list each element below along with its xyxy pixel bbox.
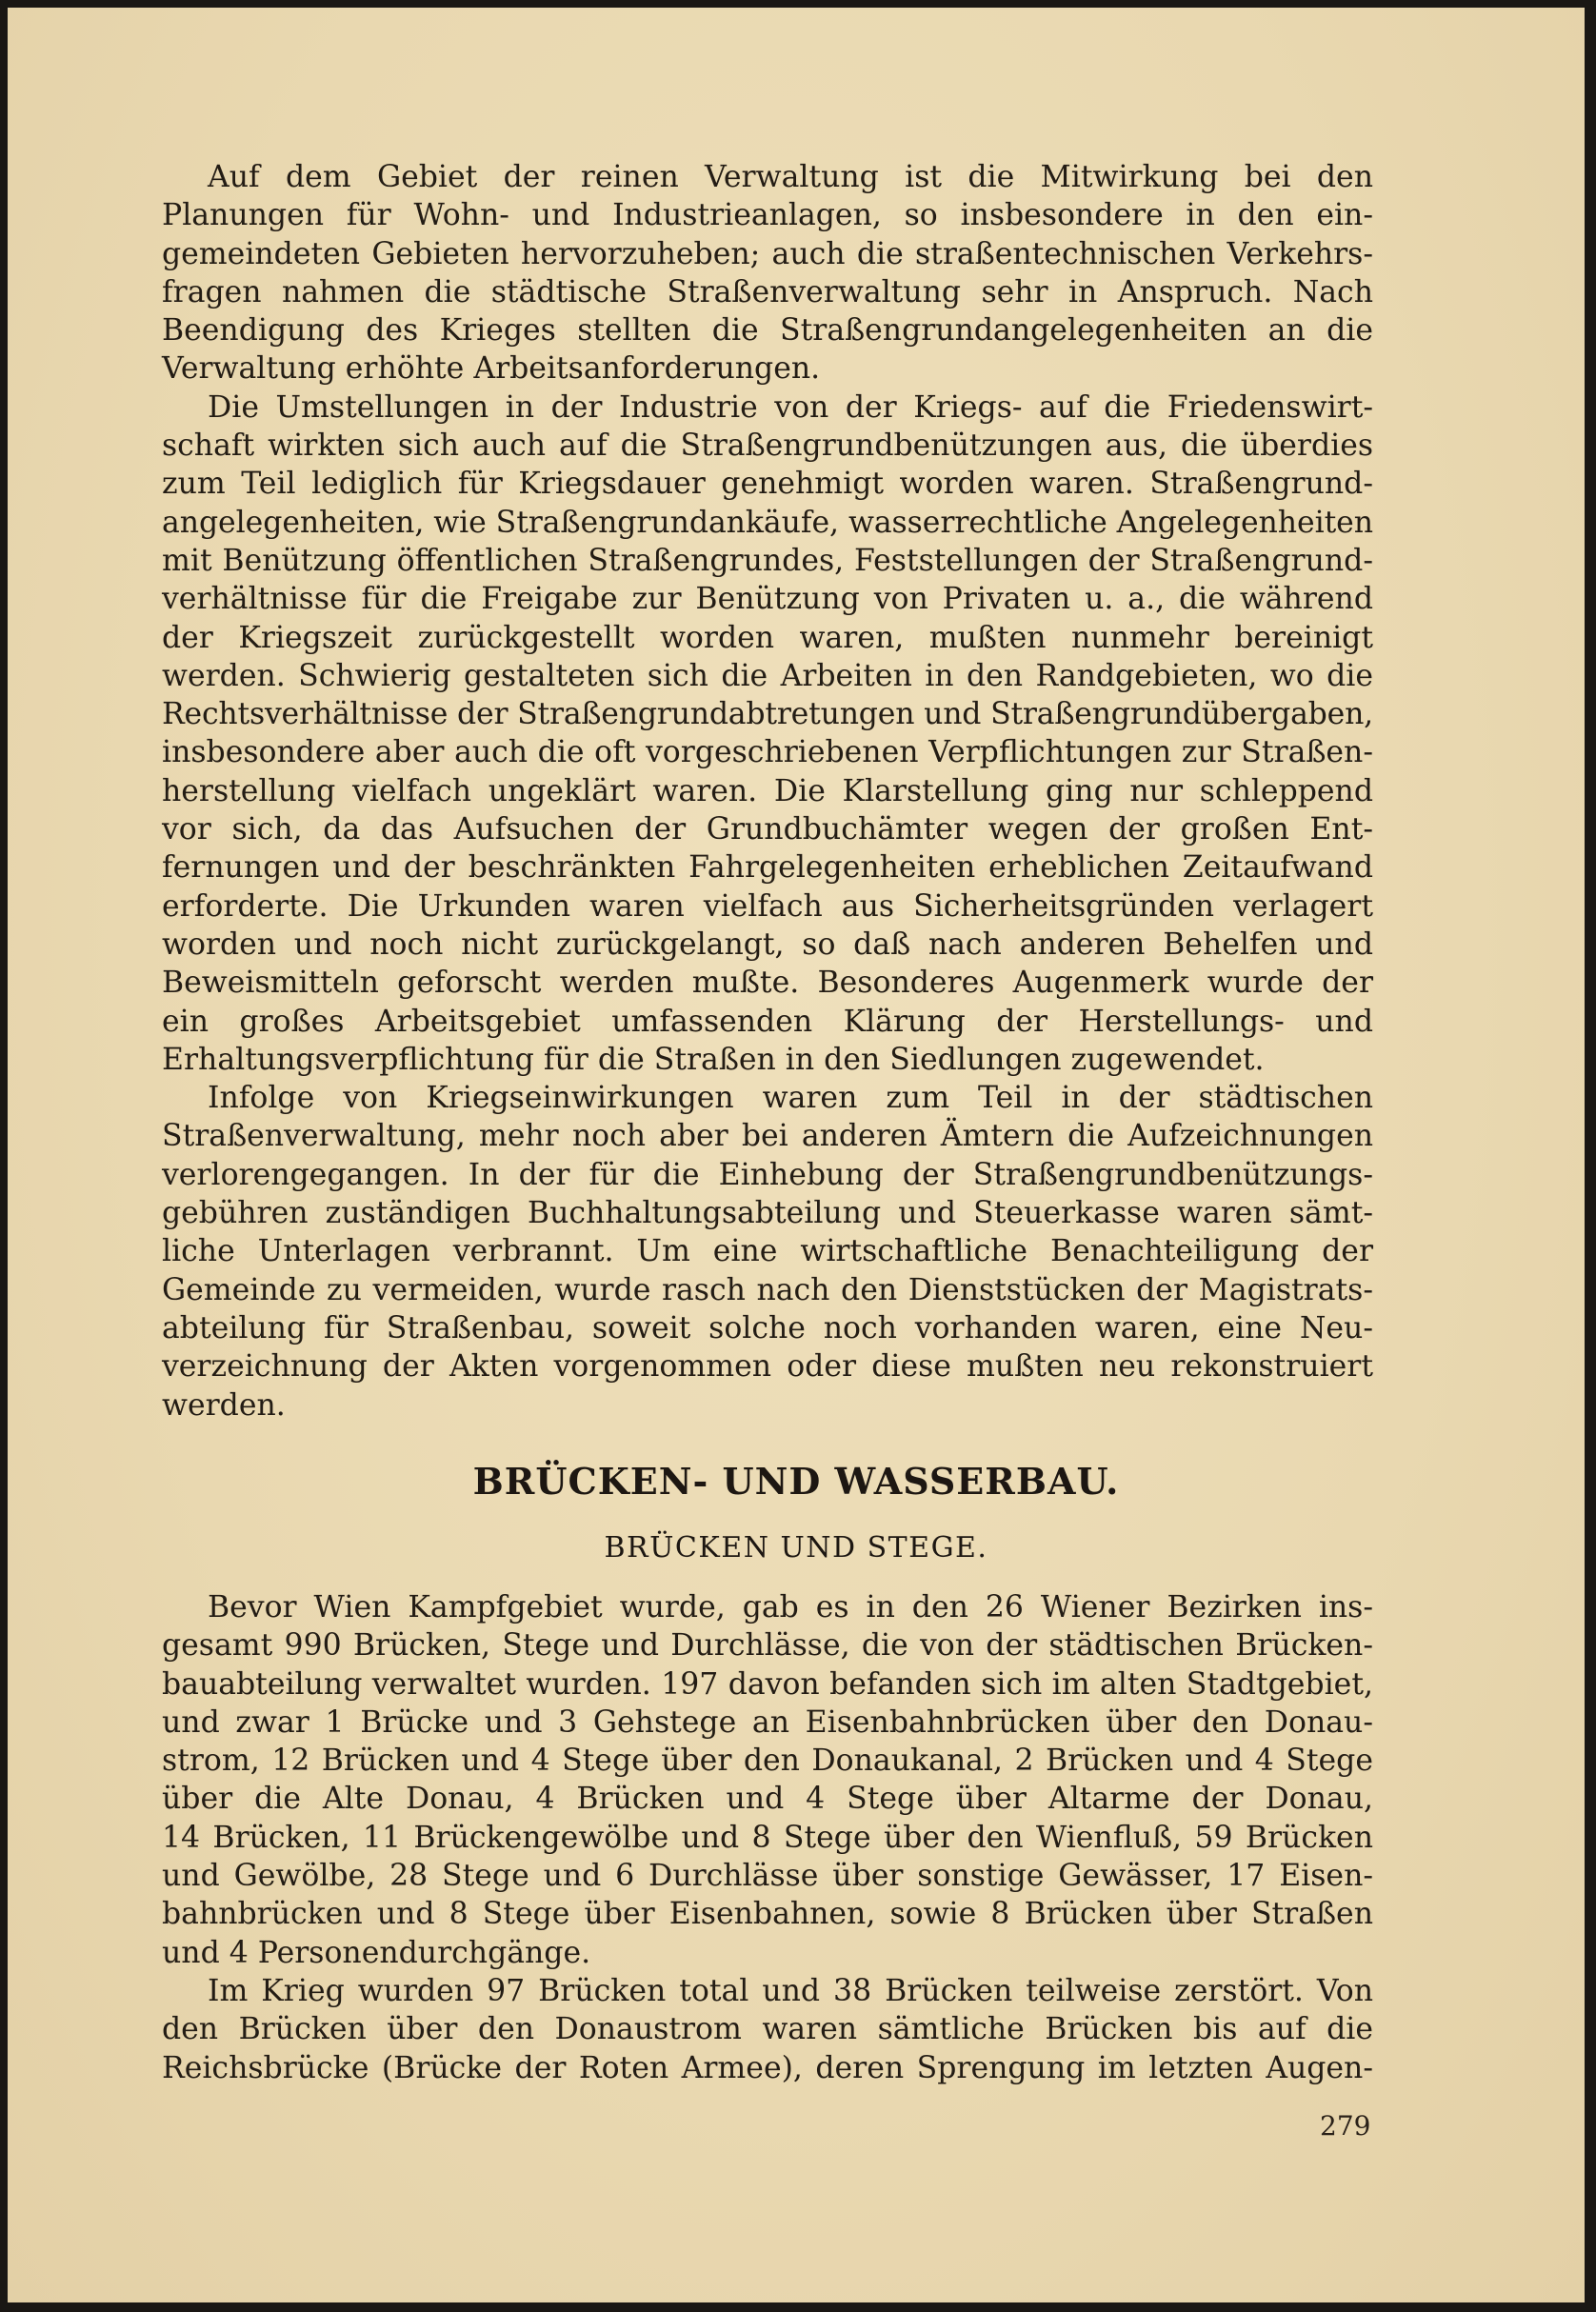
text-line: worden und noch nicht zurückgelangt, so daß nach anderen Behelfen und bbox=[162, 927, 1373, 962]
section-heading: BRÜCKEN- UND WASSERBAU. bbox=[472, 1460, 1120, 1503]
text-line: gebühren zuständigen Buchhaltungsabteilung und Steuerkasse waren sämt- bbox=[162, 1196, 1373, 1231]
text-line: und Gewölbe, 28 Stege und 6 Durchlässe über sonstige Gewässer, 17 Eisen- bbox=[162, 1859, 1373, 1894]
text-line: Rechtsverhältnisse der Straßengrundabtretungen und Straßengrundübergaben, bbox=[162, 697, 1373, 732]
text-line: mit Benützung öffentlichen Straßengrundes, Feststellungen der Straßengrund- bbox=[162, 543, 1373, 578]
text-line: und 4 Personendurchgänge. bbox=[162, 1935, 591, 1970]
text-line: Verwaltung erhöhte Arbeitsanforderungen. bbox=[162, 351, 821, 387]
text-line: Reichsbrücke (Brücke der Roten Armee), deren Sprengung im letzten Augen- bbox=[162, 2050, 1373, 2085]
text-line: Erhaltungsverpflichtung für die Straßen in den Siedlungen zugewendet. bbox=[162, 1042, 1265, 1077]
text-line: Beendigung des Krieges stellten die Straßengrundangelegenheiten an die bbox=[162, 313, 1373, 349]
text-line: insbesondere aber auch die oft vorgeschriebenen Verpflichtungen zur Straßen- bbox=[162, 735, 1373, 770]
text-line: Auf dem Gebiet der reinen Verwaltung ist die Mitwirkung bei den bbox=[208, 160, 1373, 194]
text-line: schaft wirkten sich auch auf die Straßengrundbenützungen aus, die überdies bbox=[162, 429, 1373, 464]
text-line: erforderte. Die Urkunden waren vielfach aus Sicherheitsgründen verlagert bbox=[162, 888, 1373, 924]
text-line: herstellung vielfach ungeklärt waren. Die Klarstellung ging nur schleppend bbox=[162, 773, 1373, 808]
text-line: der Kriegszeit zurückgestellt worden waren, mußten nunmehr bereinigt bbox=[162, 620, 1373, 655]
text-line: Beweismitteln geforscht werden mußte. Besonderes Augenmerk wurde der bbox=[162, 966, 1373, 1001]
text-line: verhältnisse für die Freigabe zur Benützung von Privaten u. a., die während bbox=[162, 582, 1373, 617]
body-text-section-2 bbox=[162, 1588, 1373, 2087]
text-line: Die Umstellungen in der Industrie von der Kriegs- auf die Friedenswirt- bbox=[208, 389, 1373, 425]
text-line: bahnbrücken und 8 Stege über Eisenbahnen, sowie 8 Brücken über Straßen bbox=[162, 1897, 1373, 1932]
text-line: Bevor Wien Kampfgebiet wurde, gab es in den 26 Wiener Bezirken ins- bbox=[208, 1590, 1373, 1624]
text-line: werden. Schwierig gestalteten sich die Arbeiten in den Randgebieten, wo die bbox=[162, 658, 1373, 693]
text-line: vor sich, da das Aufsuchen der Grundbuchämter wegen der großen Ent- bbox=[162, 812, 1373, 847]
text-line: verlorengegangen. In der für die Einhebung der Straßengrundbenützungs- bbox=[162, 1157, 1373, 1192]
text-line: Gemeinde zu vermeiden, wurde rasch nach den Dienststücken der Magistrats- bbox=[162, 1272, 1373, 1307]
text-line: Im Krieg wurden 97 Brücken total und 38 Brücken teilweise zerstört. Von bbox=[208, 1973, 1373, 2008]
text-line: und zwar 1 Brücke und 3 Gehstege an Eisenbahnbrücken über den Donau- bbox=[162, 1704, 1373, 1740]
text-line: werden. bbox=[162, 1387, 286, 1423]
text-line: strom, 12 Brücken und 4 Stege über den Donaukanal, 2 Brücken und 4 Stege bbox=[162, 1744, 1373, 1779]
page-number: 279 bbox=[1320, 2110, 1371, 2142]
text-line: gesamt 990 Brücken, Stege und Durchlässe, die von der städtischen Brücken- bbox=[162, 1628, 1373, 1664]
text-line: zum Teil lediglich für Kriegsdauer genehmigt worden waren. Straßengrund- bbox=[162, 467, 1373, 502]
subsection-heading: BRÜCKEN UND STEGE. bbox=[604, 1531, 988, 1565]
text-line: angelegenheiten, wie Straßengrundankäufe, wasserrechtliche Angelegenheiten bbox=[162, 505, 1373, 540]
text-line: Straßenverwaltung, mehr noch aber bei anderen Ämtern die Aufzeichnungen bbox=[162, 1119, 1373, 1154]
text-line: bauabteilung verwaltet wurden. 197 davon befanden sich im alten Stadtgebiet, bbox=[162, 1666, 1373, 1702]
text-line: fernungen und der beschränkten Fahrgelegenheiten erheblichen Zeitaufwand bbox=[162, 850, 1373, 886]
text-line: abteilung für Straßenbau, soweit solche noch vorhanden waren, eine Neu- bbox=[162, 1310, 1373, 1345]
text-line: gemeindeten Gebieten hervorzuheben; auch die straßentechnischen Verkehrs- bbox=[162, 236, 1373, 271]
text-line: Planungen für Wohn- und Industrieanlagen, so insbesondere in den ein- bbox=[162, 198, 1373, 233]
text-line: liche Unterlagen verbrannt. Um eine wirtschaftliche Benachteiligung der bbox=[162, 1234, 1373, 1269]
text-line: verzeichnung der Akten vorgenommen oder diese mußten neu rekonstruiert bbox=[162, 1349, 1373, 1385]
book-page bbox=[8, 8, 1585, 2302]
text-line: 14 Brücken, 11 Brückengewölbe und 8 Stege über den Wienfluß, 59 Brücken bbox=[162, 1820, 1373, 1855]
text-line: ein großes Arbeitsgebiet umfassenden Klärung der Herstellungs- und bbox=[162, 1004, 1373, 1039]
body-text-section-1 bbox=[162, 158, 1373, 1425]
text-line: Infolge von Kriegseinwirkungen waren zum Teil in der städtischen bbox=[208, 1081, 1373, 1116]
text-line: über die Alte Donau, 4 Brücken und 4 Stege über Altarme der Donau, bbox=[162, 1782, 1373, 1817]
text-line: fragen nahmen die städtische Straßenverwaltung sehr in Anspruch. Nach bbox=[162, 274, 1373, 309]
text-line: den Brücken über den Donaustrom waren sämtliche Brücken bis auf die bbox=[162, 2012, 1373, 2047]
